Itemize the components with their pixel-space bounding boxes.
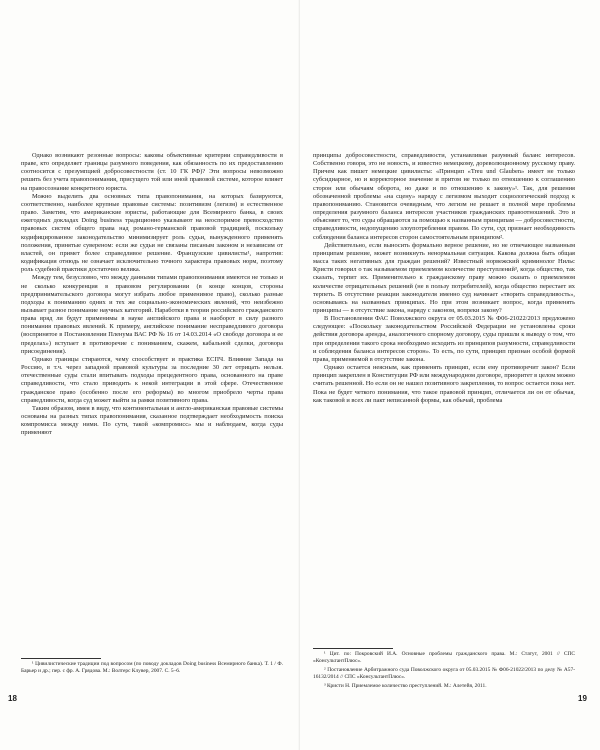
- paragraph: В Постановлении ФАС Поволжского округа от 05.03.2015 № Ф06-21022/2013 предложено следующее: «Поскольку законодательством Российской Федерации не установлены сроки действия договора аренды, аналогичного спорному договору, суды пришли к выводу о том, что при определении такого срока необходимо исходить из принципов разумности, справедливости и соблюдения баланса интересов сторон». То есть, по сути, принцип признан особой формой права, применяемой в отсутствие закона.: [313, 315, 575, 363]
- paragraph: Действительно, если выносить формально верное решение, но не отвечающее названным принципам решение, может возникнуть ненормальная ситуация. Какова должна быть общая масса таких негативных для граждан решений? Известный норвежский криминолог Нильс Кристи говорил о так называемом приемлемом количестве преступлений³, когда общество, так сказать, терпит их. Применительно к гражданскому праву можно сказать о приемлемом количестве отрицательных решений (не в пользу потребителей), когда общество перестает их терпеть. В отсутствие реакции законодателя именно суд начинает «творить справедливость», основываясь на названных принципах. Но при этом возникает вопрос, когда применять принципы — в отсутствие закона, наряду с законом, вопреки закону?: [313, 241, 575, 314]
- paragraph: Можно выделить два основных типа правопонимания, на которых базируются, соответственно, наиболее крупные правовые системы: позитивизм (легизм) и естественное право. Заметим, что американские юристы, работающие для Всемирного банка, в своих ежегодных докладах Doing business традиционно указывают на неоспоримое превосходство правовых систем общего права над романо-германской правовой традицией, поскольку кодифицированное законодательство минимизирует роль судьи, вынужденного применять положения, принятые сувереном: если же судьи не связаны писаным законом и независим от властей, он примет более справедливое решение. Французские цивилисты¹, напротив: кодификация отнюдь не означает исключительно точного характера правовых норм, поэтому роль судебной практики достаточно велика.: [21, 192, 283, 274]
- paragraph: Однако границы стираются, чему способствует и практика ЕСПЧ. Влияние Запада на Россию, в т.ч. через западной правовой культуры за последние 30 лет отрицать нельзя. отечественные суды стали впитывать подходы прецедентного права, основанного на праве справедливости, что стало приводить к некой интеграции в этой сфере. Отечественное гражданское право (особенно после его реформы) во многом приобрело черты права справедливости, когда суд может выйти за рамки позитивного права.: [21, 355, 283, 404]
- page-number: 18: [8, 694, 17, 703]
- footnote: ¹ Цивилистические традиции под вопросом (по поводу докладов Doing business Всемирного банка). Т. 1 / Ф. Барьер и др.; пер. с фр. А. Грядова. М.: Волтерс Клувер, 2007. С. 5–6.: [21, 661, 283, 674]
- paragraph: Между тем, безусловно, что между данными типами правопонимания имеются не только и не сколько конкуренция в правовом регулировании (в конце концов, стороны предпринимательского договора могут избрать любое применимое право), сколько разные подходы к пониманию одних и тех же социально-экономических явлений, что неизбежно вызывает разное понимание научных категорий. Наработки в теории российского гражданского права вряд ли будут применимы в науке английского права и наоборот в силу разного понимания правовых явлений. К примеру, английское понимание несправедливого договора (воспринятое в Постановлении Пленума ВАС РФ № 16 от 14.03.2014 «О свободе договора и ее пределах») вступает в противоречие с пониманием, скажем, кабальной сделки, договора присоединения).: [21, 274, 283, 355]
- right-page: [300, 0, 600, 750]
- footnote: ³ Кристи Н. Приемлемое количество преступлений. М.: Алетейя, 2011.: [324, 682, 487, 689]
- right-page-body: [313, 152, 575, 405]
- paragraph: Таким образом, имея в виду, что континентальная и англо-американская правовые системы основаны на разных типах правопонимания, сказанное подтверждает необходимость поиска компромисса между ними. По сути, такой «компромисс» мы и наблюдаем, когда суды применяют: [21, 404, 283, 437]
- footnote: ² Постановление Арбитражного суда Поволжского округа от 05.03.2015 № Ф06-21022/2013 по делу № А57-16132/2014 // СПС «КонсультантПлюс».: [313, 666, 575, 680]
- left-page-body: [21, 152, 283, 437]
- left-page-footnotes: [21, 661, 283, 677]
- page-number: 19: [578, 694, 587, 703]
- paragraph: принципы добросовестности, справедливости, устанавливая разумный баланс интересов. Собственно говоря, это не новость, и известно немецкому, дореволюционному русскому праву. Причем как пишет немецкие цивилисты: «Принцип «Treu und Glauben» имеет не только субсидиарное, но и корректорное значение и притом не только по отношению к соглашению сторон или обычаям оборота, но даже и по отношению к закону»¹. Так, для решения обозначенной проблемы «на сцену» наряду с легизмом выходит социологический подход к правопониманию. Становится очевидным, что легизм не решает в полной мере проблемы определения разумного баланса интересов участников гражданских правоотношений. Это и объясняет то, что суды обращаются за помощью к названным принципам — добросовестности, справедливости, недопущению злоупотребления правом. По сути, суд признает необходимость соблюдения баланса интересов сторон самостоятельным принципом².: [313, 152, 575, 241]
- footnote: ¹ Цит. по: Покровский И.А. Основные проблемы гражданского права. М.: Статут, 2001 // СПС «КонсультантПлюс».: [313, 651, 575, 664]
- right-page-footnotes: [313, 651, 575, 692]
- paragraph: Однако остается неясным, как применять принцип, если ему противоречит закон? Если принцип закреплен в Конституции РФ или международном договоре, приоритет в целом можно считать решенной. Но если он не нашел позитивного закрепления, то вопрос остается пока нет. Пока не будет четкого понимания, что такое правовой принцип, отличается ли он от обычая, как таковой и всех ли пакт неписанной формы, как обычай, проблема: [313, 364, 575, 404]
- footnote-divider: [313, 648, 393, 649]
- footnote-divider: [21, 658, 101, 659]
- paragraph: Однако возникают резонные вопросы: каковы объективные критерии справедливости в праве, кто определяет границы разумного поведения, как обязанность по их предоставлению соотносится с презумпцией добросовестности (ст. 10 ГК РФ)? Эти вопросы невозможно решить без учета правопонимания, присущего той или иной правовой системе, которое влияет на правосознание конкретного юриста.: [21, 152, 283, 192]
